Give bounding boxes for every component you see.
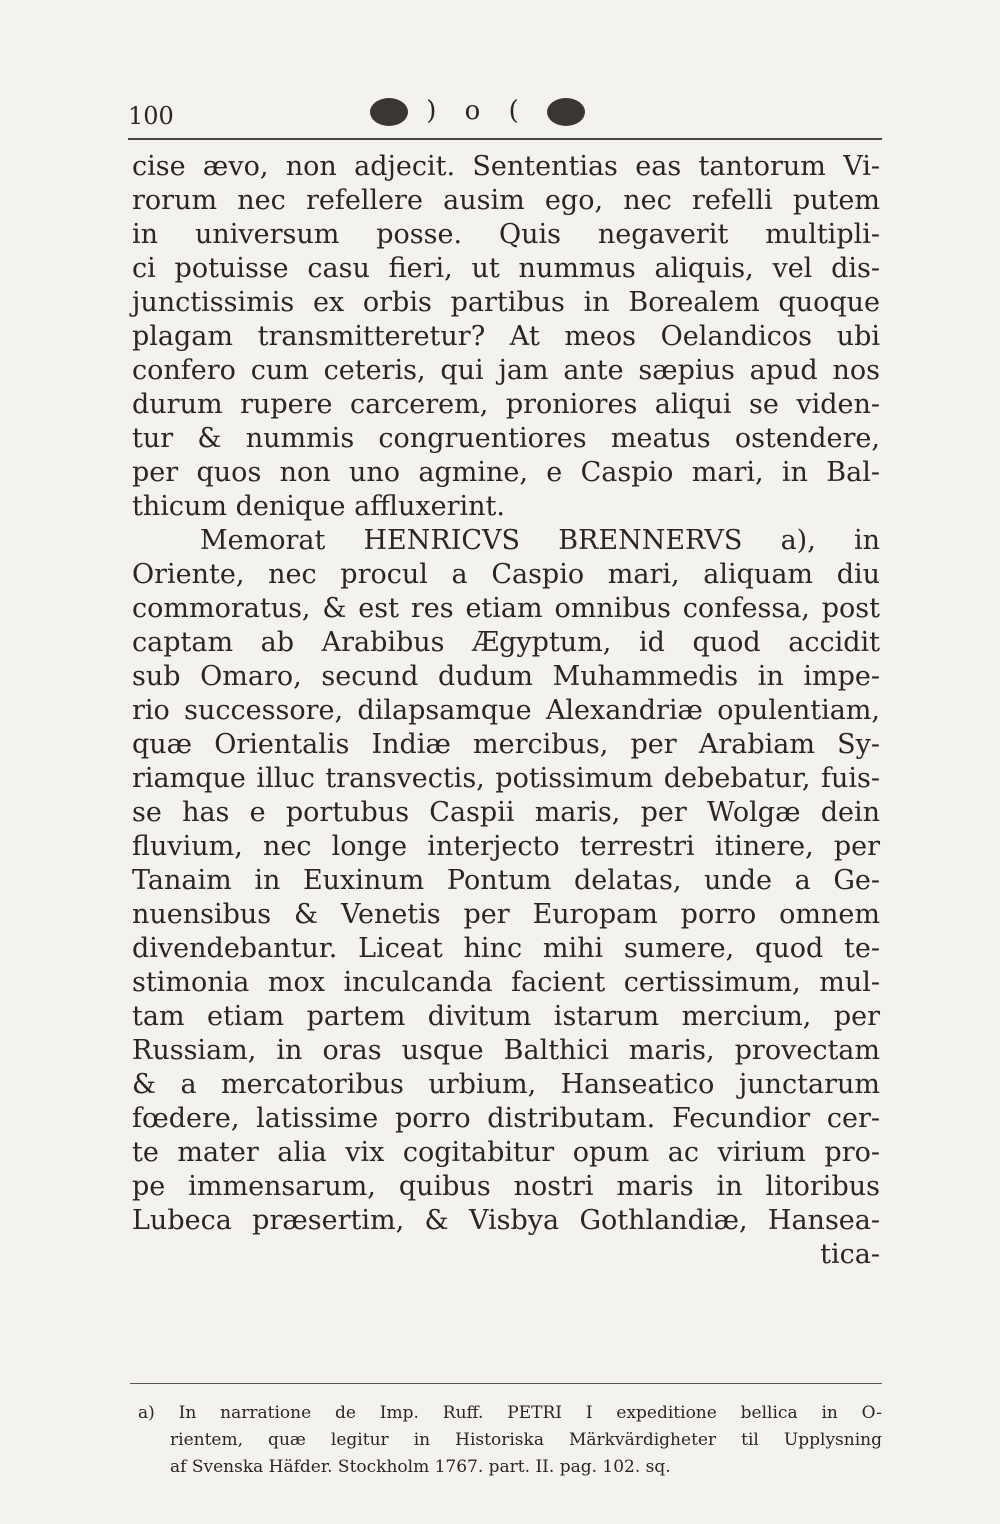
text-line: Russiam, in oras usque Balthici maris, provectam bbox=[132, 1035, 880, 1066]
text-line: captam ab Arabibus Ægyptum, id quod accidit bbox=[132, 627, 880, 658]
text-line: quæ Orientalis Indiæ mercibus, per Arabiam Sy- bbox=[132, 729, 880, 760]
printers-flower-icon bbox=[547, 98, 585, 126]
text-line: rorum nec refellere ausim ego, nec refelli putem bbox=[132, 185, 880, 216]
text-line: durum rupere carcerem, proniores aliqui se viden- bbox=[132, 389, 880, 420]
text-line: divendebantur. Liceat hinc mihi sumere, quod te- bbox=[132, 933, 880, 964]
text-line: junctissimis ex orbis partibus in Borealem quoque bbox=[132, 287, 880, 318]
text-line: riamque illuc transvectis, potissimum debebatur, fuis- bbox=[132, 763, 880, 794]
footnote-line: af Svenska Häfder. Stockholm 1767. part. II. pag. 102. sq. bbox=[170, 1457, 671, 1477]
text-line: per quos non uno agmine, e Caspio mari, in Bal- bbox=[132, 457, 880, 488]
text-line: commoratus, & est res etiam omnibus confessa, post bbox=[132, 593, 880, 624]
footnote bbox=[138, 1400, 882, 1481]
text-line: te mater alia vix cogitabitur opum ac virium pro- bbox=[132, 1137, 880, 1168]
footnote-rule bbox=[130, 1383, 882, 1384]
text-line: tur & nummis congruentiores meatus ostendere, bbox=[132, 423, 880, 454]
body-text bbox=[132, 150, 880, 1272]
text-line: fluvium, nec longe interjecto terrestri itinere, per bbox=[132, 831, 880, 862]
text-line: stimonia mox inculcanda facient certissimum, mul- bbox=[132, 967, 880, 998]
text-line: & a mercatoribus urbium, Hanseatico junctarum bbox=[132, 1069, 880, 1100]
catchword: tica- bbox=[820, 1239, 880, 1270]
text-line: plagam transmitteretur? At meos Oelandicos ubi bbox=[132, 321, 880, 352]
printers-flower-icon bbox=[370, 98, 408, 126]
header-rule bbox=[128, 138, 882, 140]
text-line: se has e portubus Caspii maris, per Wolgæ dein bbox=[132, 797, 880, 828]
text-line: in universum posse. Quis negaverit multipli- bbox=[132, 219, 880, 250]
text-line: Tanaim in Euxinum Pontum delatas, unde a Ge- bbox=[132, 865, 880, 896]
text-line: tam etiam partem divitum istarum mercium, per bbox=[132, 1001, 880, 1032]
text-line: confero cum ceteris, qui jam ante sæpius apud nos bbox=[132, 355, 880, 386]
page-number: 100 bbox=[128, 102, 174, 130]
ornament-text: ) o ( bbox=[426, 96, 529, 126]
text-line: Memorat HENRICVS BRENNERVS a), in bbox=[200, 525, 880, 556]
text-line: nuensibus & Venetis per Europam porro omnem bbox=[132, 899, 880, 930]
text-line: rio successore, dilapsamque Alexandriæ opulentiam, bbox=[132, 695, 880, 726]
footnote-line: rientem, quæ legitur in Historiska Märkvärdigheter til Upplysning bbox=[170, 1430, 882, 1450]
text-line: pe immensarum, quibus nostri maris in litoribus bbox=[132, 1171, 880, 1202]
text-line: thicum denique affluxerint. bbox=[132, 491, 505, 522]
text-line: ci potuisse casu fieri, ut nummus aliquis, vel dis- bbox=[132, 253, 880, 284]
text-line: fœdere, latissime porro distributam. Fecundior cer- bbox=[132, 1103, 880, 1134]
header-ornament bbox=[370, 96, 585, 126]
text-line: sub Omaro, secund dudum Muhammedis in impe- bbox=[132, 661, 880, 692]
text-line: Lubeca præsertim, & Visbya Gothlandiæ, Hansea- bbox=[132, 1205, 880, 1236]
text-line: cise ævo, non adjecit. Sententias eas tantorum Vi- bbox=[132, 151, 880, 182]
footnote-line: a) In narratione de Imp. Ruff. PETRI I expeditione bellica in O- bbox=[138, 1403, 882, 1423]
text-line: Oriente, nec procul a Caspio mari, aliquam diu bbox=[132, 559, 880, 590]
